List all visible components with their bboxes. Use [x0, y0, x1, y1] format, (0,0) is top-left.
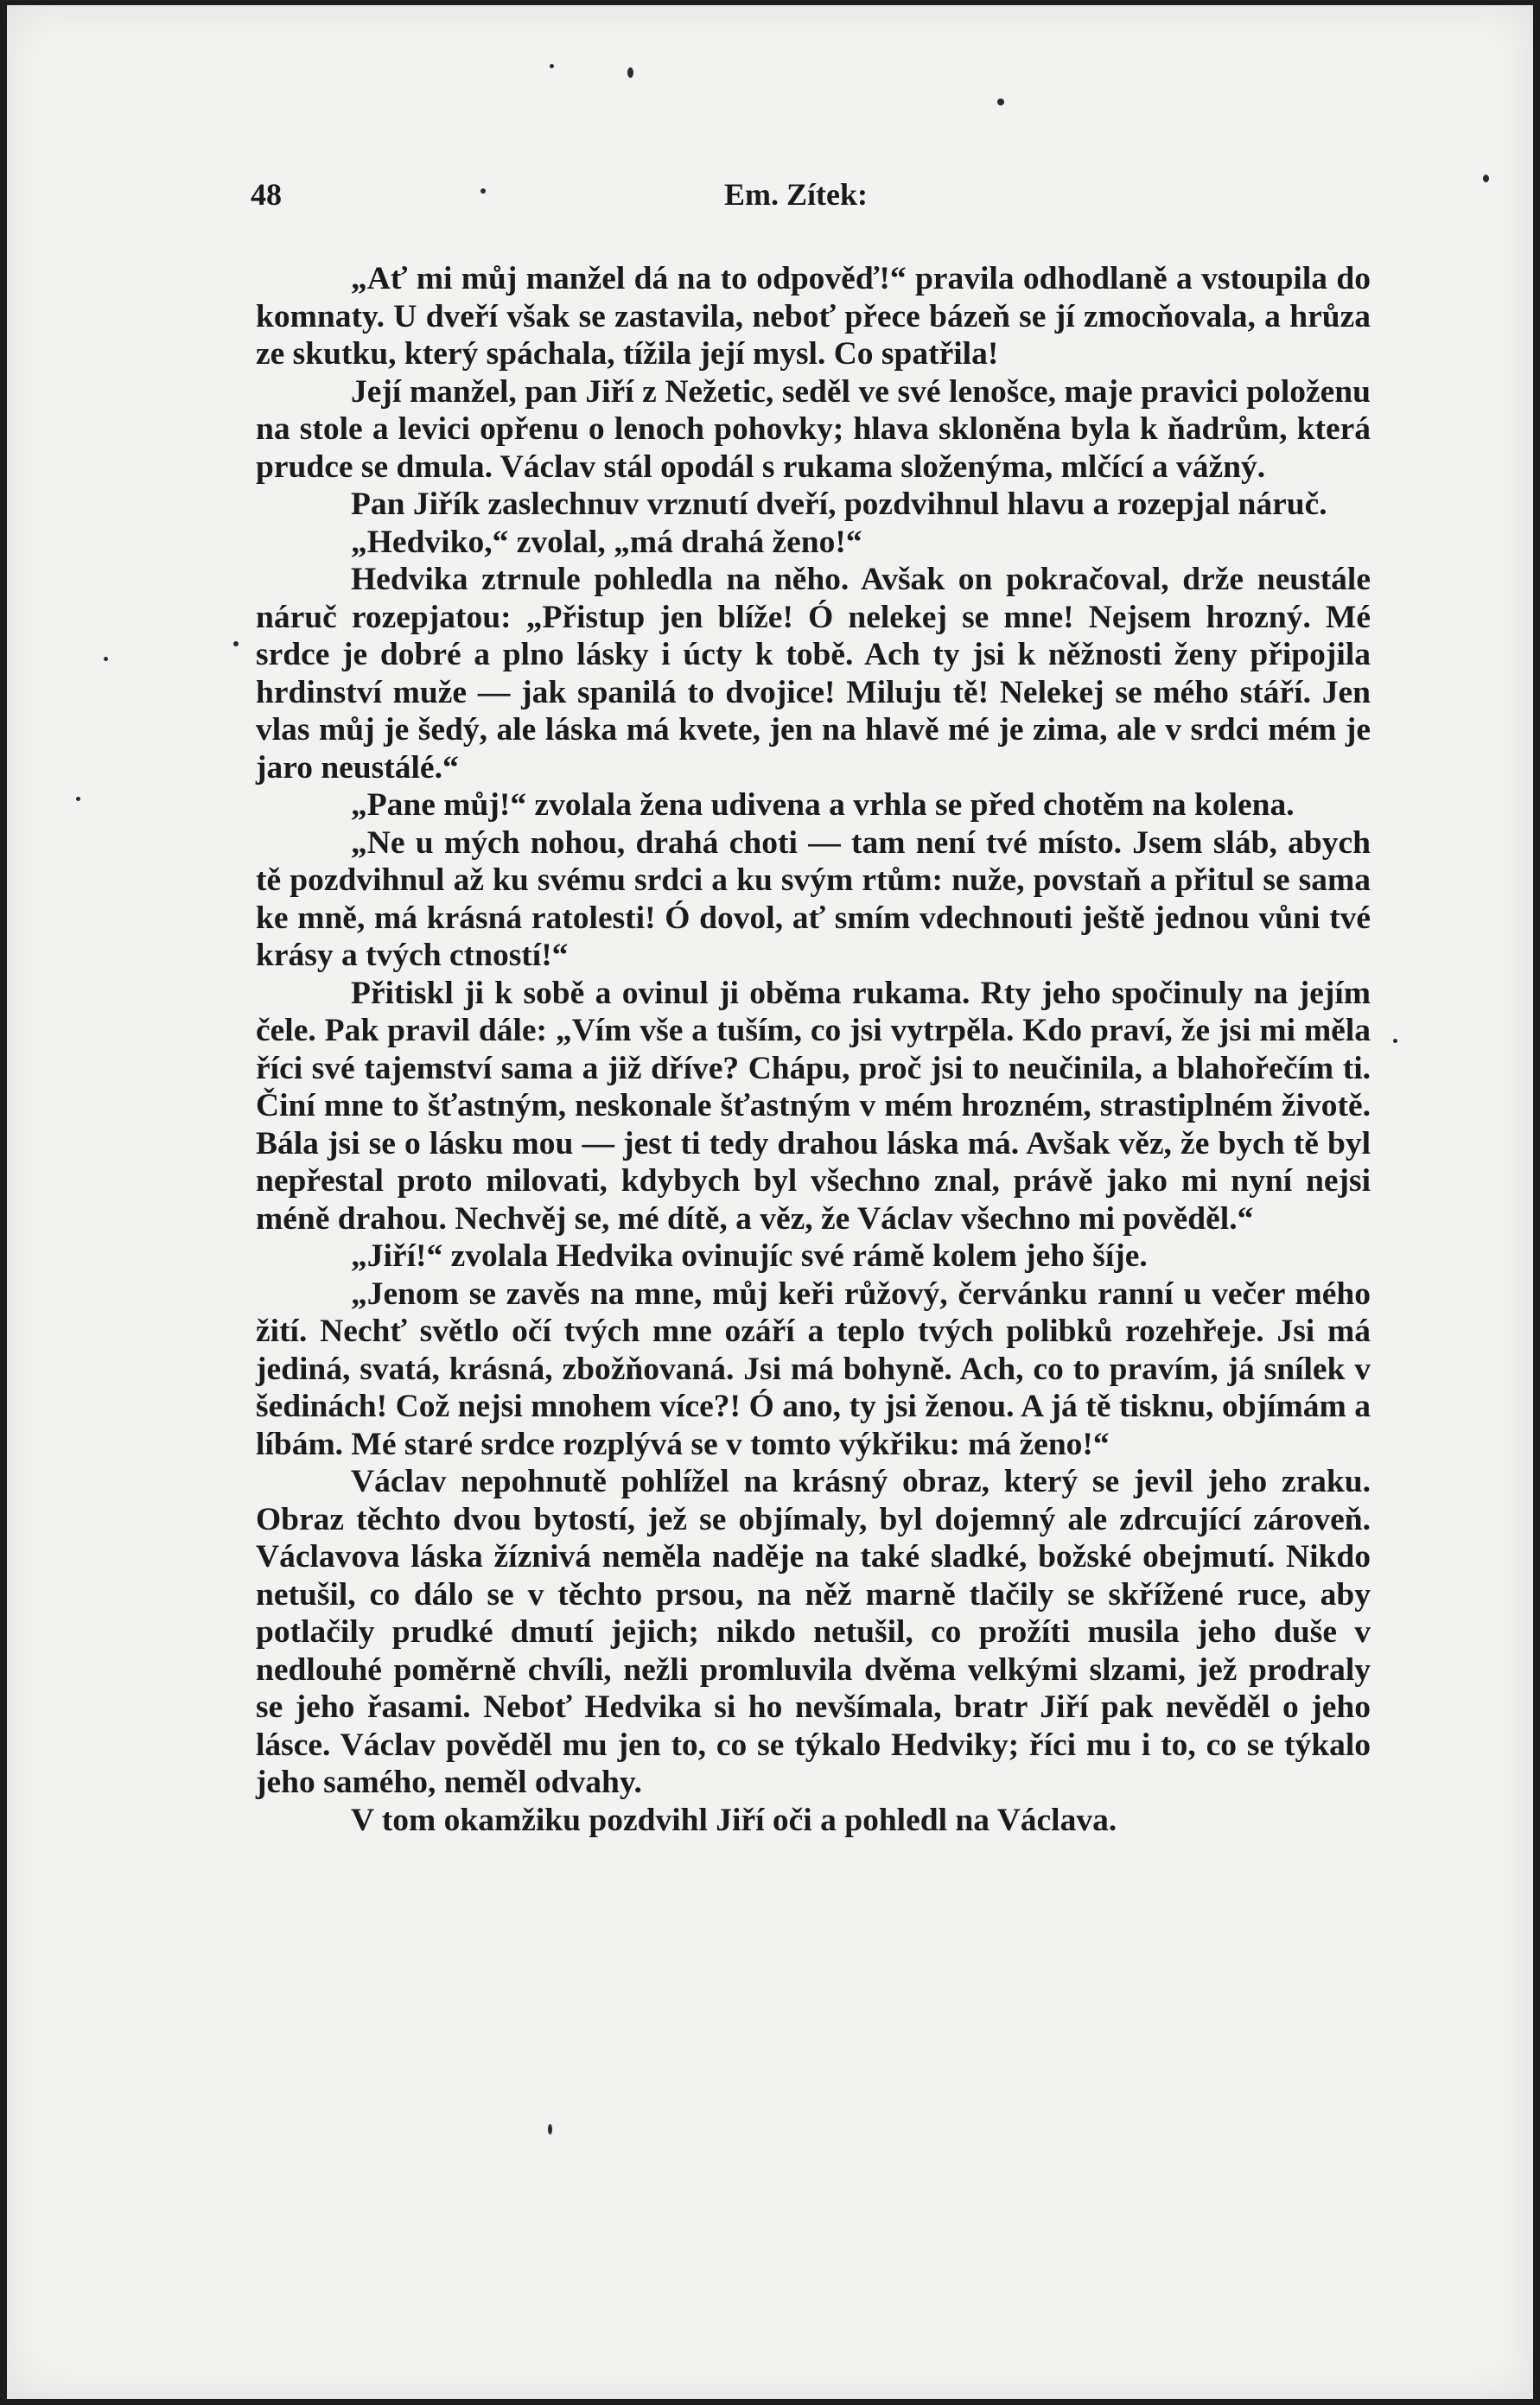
paragraph: Pan Jiřík zaslechnuv vrznutí dveří, pozdvihnul hlavu a rozepjal náruč.: [351, 487, 1327, 522]
scan-speck: [1393, 1039, 1397, 1043]
page-header: [7, 176, 1533, 220]
running-head: Em. Zítek:: [724, 177, 868, 212]
scan-speck: [104, 657, 108, 661]
scan-speck: [627, 67, 633, 78]
scan-speck: [233, 641, 239, 646]
book-page: [7, 5, 1533, 2399]
scan-speck: [76, 797, 80, 801]
paragraph: „Pane můj!“ zvolala žena udivena a vrhla se před chotěm na kolena.: [351, 787, 1295, 823]
scan-speck: [480, 188, 486, 194]
scan-speck: [1483, 175, 1489, 182]
scan-speck: [548, 2124, 552, 2135]
paragraph: „Jenom se zavěs na mne, můj keři růžový, červánku ranní u večer mého žití. Nechť světlo očí tvých mne ozáří a teplo tvých polibků rozehřeje. Jsi má jediná, svatá, krásná, zbožňovaná. Jsi má bohyně. Ach, co to pravím, já snílek v šedinách! Což nejsi mnohem více?! Ó ano, ty jsi ženou. A já tě tisknu, objímám a líbám. Mé staré srdce rozplývá se v tomto výkřiku: má ženo!“: [256, 1276, 1371, 1462]
scan-speck: [550, 64, 554, 68]
paragraph: „Ne u mých nohou, drahá choti — tam není tvé místo. Jsem sláb, abych tě pozdvihnul až ku svému srdci a ku svým rtům: nuže, povstaň a přitul se sama ke mně, má krásná ratolesti! Ó dovol, ať smím vdechnouti ještě jednou vůni tvé krásy a tvých ctností!“: [256, 824, 1371, 973]
scan-speck: [997, 99, 1004, 105]
paragraph: Přitiskl ji k sobě a ovinul ji oběma rukama. Rty jeho spočinuly na jejím čele. Pak pravil dále: „Vím vše a tuším, co jsi vytrpěla. Kdo praví, že jsi mi měla říci své tajemství sama a již dříve? Chápu, proč jsi to neučinila, a blahořečím ti. Činí mne to šťastným, neskonale šťastným v mém hrozném, strastiplném životě. Bála jsi se o lásku mou — jest ti tedy drahou láska má. Avšak věz, že bych tě byl nepřestal proto milovati, kdybych byl všechno znal, právě jako mi nyní nejsi méně drahou. Nechvěj se, mé dítě, a věz, že Václav všechno mi pověděl.“: [256, 975, 1371, 1237]
paragraph: V tom okamžiku pozdvihl Jiří oči a pohledl na Václava.: [351, 1802, 1117, 1838]
paragraph: „Ať mi můj manžel dá na to odpověď!“ pravila odhodlaně a vstoupila do komnaty. U dveří však se zastavila, neboť přece bázeň se jí zmocňovala, a hrůza ze skutku, který spáchala, tížila její mysl. Co spatřila!: [256, 261, 1371, 372]
page-number: 48: [251, 177, 282, 212]
paragraph: „Jiří!“ zvolala Hedvika ovinujíc své rámě kolem jeho šíje.: [351, 1238, 1148, 1274]
body-text: [256, 260, 1371, 1839]
paragraph: Hedvika ztrnule pohledla na něho. Avšak on pokračoval, drže neustále náruč rozepjatou: „Přistup jen blíže! Ó nelekej se mne! Nejsem hrozný. Mé srdce je dobré a plno lásky i úcty k tobě. Ach ty jsi k něžnosti ženy připojila hrdinství muže — jak spanilá to dvojice! Miluju tě! Nelekej se mého stáří. Jen vlas můj je šedý, ale láska má kvete, jen na hlavě mé je zima, ale v srdci mém je jaro neustálé.“: [256, 562, 1371, 786]
paragraph: „Hedviko,“ zvolal, „má drahá ženo!“: [351, 524, 862, 560]
paragraph: Její manžel, pan Jiří z Nežetic, seděl ve své lenošce, maje pravici položenu na stole a levici opřenu o lenoch pohovky; hlava skloněna byla k ňadrům, která prudce se dmula. Václav stál opodál s rukama složenýma, mlčící a vážný.: [256, 373, 1371, 485]
paragraph: Václav nepohnutě pohlížel na krásný obraz, který se jevil jeho zraku. Obraz těchto dvou bytostí, jež se objímaly, byl dojemný ale zdrcující zároveň. Václavova láska žíznivá neměla naděje na také sladké, božské obejmutí. Nikdo netušil, co dálo se v těchto prsou, na něž marně tlačily se skřížené ruce, aby potlačily prudké dmutí jejich; nikdo netušil, co prožíti musila jeho duše v nedlouhé poměrně chvíli, nežli promluvila dvěma velkými slzami, jež prodraly se jeho řasami. Neboť Hedvika si ho nevšímala, bratr Jiří pak nevěděl o jeho lásce. Václav pověděl mu jen to, co se týkalo Hedviky; říci mu i to, co se týkalo jeho samého, neměl odvahy.: [256, 1464, 1371, 1800]
